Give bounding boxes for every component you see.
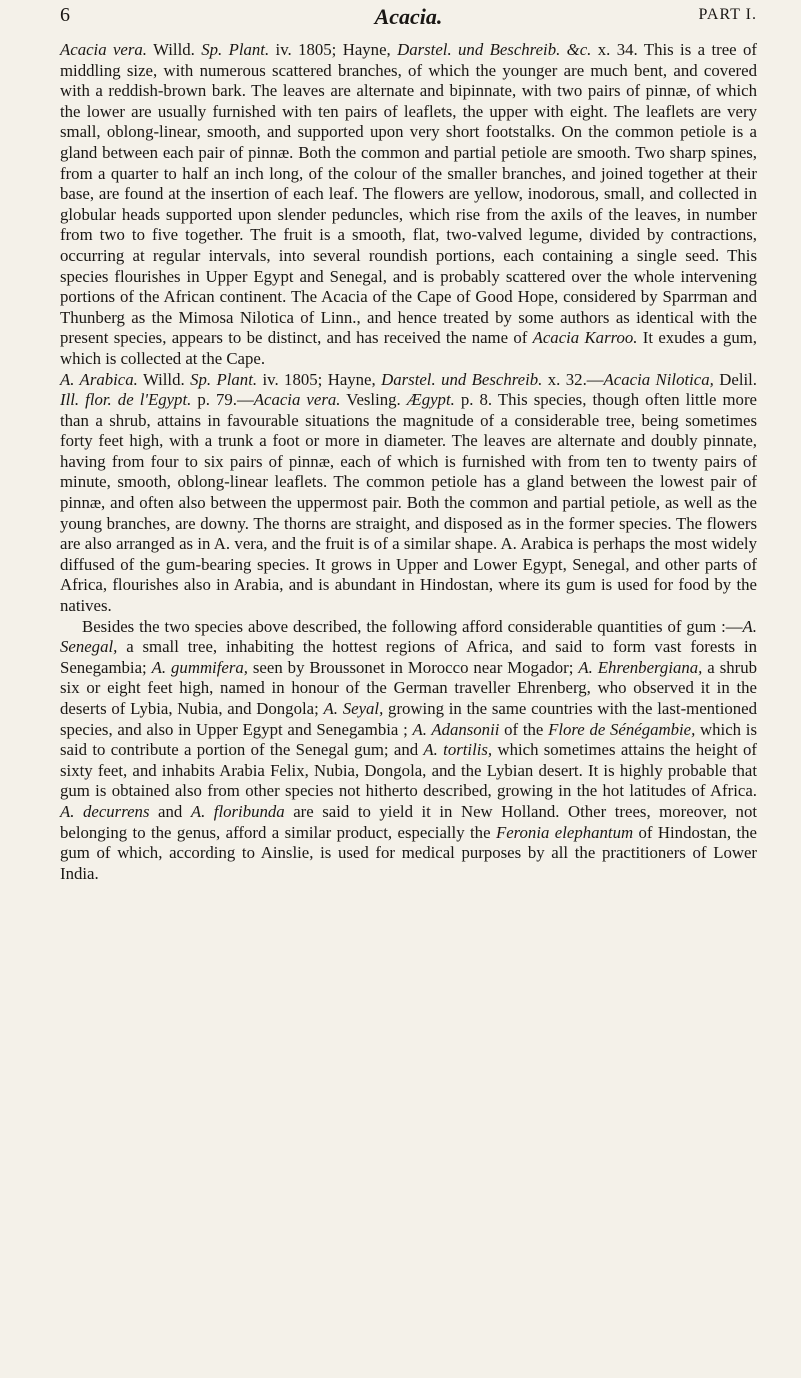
text-run: which is said to contribute a portion of the Senegal gum; and — [60, 719, 757, 760]
text-run: It exudes a gum, which is collected at the Cape. — [60, 328, 757, 368]
italic-term: A. decurrens — [60, 801, 150, 821]
text-run: Vesling. — [340, 390, 407, 410]
italic-term: Acacia Karroo. — [532, 328, 638, 348]
text-run: of Hindostan, the gum of which, according to Ainslie, is used for medical purposes by all the practitioners of Lower India. — [60, 822, 757, 883]
italic-term: Darstel. und Beschreib. — [381, 369, 543, 389]
page-number: 6 — [60, 4, 70, 26]
text-run: which sometimes attains the height of sixty feet, and inhabits Arabia Felix, Nubia, Dongola, and the Lybian desert. It is highly probable that gum is obtained also from other species not hitherto described, growing in the hot latitudes of Africa. — [60, 740, 757, 801]
text-run: x. 34. This is a tree of middling size, with numerous scattered branches, of which the younger are much bent, and covered with a reddish-brown bark. The leaves are alternate and bipinnate, with two pairs of pinnæ, of which the lower are usually furnished with ten pairs of leaflets, the upper with eight. The leaflets are very small, oblong-linear, smooth, and supported upon very short footstalks. On the common petiole is a gland between each pair of pinnæ. Both the common and partial petiole are smooth. Two sharp spines, from a quarter to half an inch long, of the colour of the smaller branches, and joined together at their base, are found at the insertion of each leaf. The flowers are yellow, inodorous, small, and collected in globular heads supported upon slender peduncles, which rise from the axils of the leaves, in number from two to five together. The fruit is a smooth, flat, two-valved legume, divided by contractions, occurring at regular intervals, into several roundish portions, each containing a single seed. This species flourishes in Upper Egypt and Senegal, and is probably scattered over the whole intervening portions of the African continent. The Acacia of the Cape of Good Hope, considered by Sparrman and Thunberg as the Mimosa Nilotica of Linn., and hence treated by some authors as identical with the present species, appears to be distinct, and has received the name of — [60, 40, 757, 348]
italic-term: A. Senegal, — [60, 616, 757, 657]
body-text — [60, 40, 757, 884]
text-run: are said to yield it in New Holland. Other trees, moreover, not belonging to the genus, afford a similar product, especially the — [60, 801, 757, 842]
paragraph-acacia-vera — [60, 40, 757, 370]
italic-term: Ægypt. — [406, 390, 455, 410]
paragraph-acacia-arabica — [60, 370, 757, 617]
italic-term: Sp. Plant. — [201, 40, 270, 59]
italic-term: Acacia Nilotica, — [603, 369, 714, 389]
italic-term: Flore de Sénégambie, — [548, 719, 696, 739]
part-label: PART I. — [698, 6, 757, 23]
text-run: and — [149, 801, 191, 821]
text-run: p. 8. This species, though often little more than a shrub, attains in favourable situations the magnitude of a considerable tree, being sometimes forty feet high, with a trunk a foot or more in diameter. The leaves are alternate and doubly pinnate, having from four to six pairs of pinnæ, each of which is furnished with from ten to twenty pairs of minute, smooth, oblong-linear leaflets. The common petiole has a gland between the lowest pair of pinnæ, and often also between the uppermost pair. Both the common and partial petiole, as well as the young branches, are downy. The thorns are straight, and disposed as in the former species. The flowers are also arranged as in A. vera, and the fruit is of a similar shape. A. Arabica is perhaps the most widely diffused of the gum-bearing species. It grows in Upper and Lower Egypt, Senegal, and other parts of Africa, flourishes also in Arabia, and is abundant in Hindostan, where its gum is used for food by the natives. — [60, 390, 757, 616]
text-run: a shrub six or eight feet high, named in honour of the German traveller Ehrenberg, who observed it in the deserts of Lybia, Nubia, and Dongola; — [60, 657, 757, 718]
text-run: a small tree, inhabiting the hottest regions of Africa, and said to form vast forests in Senegambia; — [60, 637, 757, 677]
paragraph-other-species — [60, 617, 757, 885]
italic-term: Sp. Plant. — [190, 369, 258, 389]
text-run: Willd. — [147, 40, 202, 59]
italic-term: Darstel. und Beschreib. &c. — [397, 40, 592, 59]
page-header — [60, 4, 757, 34]
text-run: x. 32.— — [542, 369, 604, 389]
text-run: of the — [499, 719, 549, 739]
text-run: Willd. — [137, 369, 191, 389]
italic-term: Acacia vera. — [60, 40, 147, 59]
text-run: Besides the two species above described, the following afford considerable quantities of gum :— — [82, 616, 743, 636]
italic-term: A. floribunda — [190, 801, 285, 821]
italic-term: A. Seyal, — [323, 699, 384, 718]
text-run: iv. 1805; Hayne, — [269, 40, 398, 59]
text-run: seen by Broussonet in Morocco near Mogador; — [247, 657, 579, 677]
italic-term: Ill. flor. de l'Egypt. — [60, 390, 192, 410]
running-title: Acacia. — [374, 4, 443, 29]
italic-term: Acacia vera. — [253, 390, 341, 410]
italic-term: A. Ehrenbergiana, — [578, 657, 703, 677]
text-run: iv. 1805; Hayne, — [257, 369, 382, 389]
italic-term: Feronia elephantum — [495, 822, 634, 842]
italic-term: A. Arabica. — [60, 369, 138, 389]
text-run: growing in the same countries with the last-mentioned species, and also in Upper Egypt and Senegambia ; — [60, 699, 757, 739]
text-run: p. 79.— — [191, 390, 254, 410]
text-run: Delil. — [713, 369, 757, 389]
italic-term: A. Adansonii — [412, 719, 500, 739]
italic-term: A. gummifera, — [151, 657, 248, 677]
italic-term: A. tortilis, — [423, 740, 493, 760]
